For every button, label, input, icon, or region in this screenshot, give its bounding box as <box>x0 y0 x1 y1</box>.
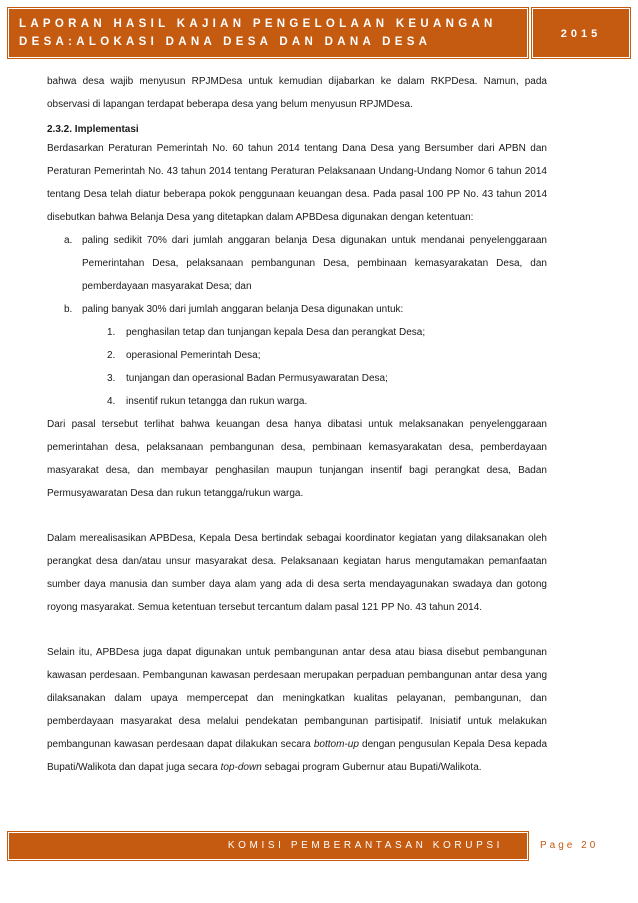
list-item-text: paling sedikit 70% dari jumlah anggaran belanja Desa digunakan untuk mendanai penyelenggaraan Pemerintahan Desa, pelaksanaan pembangunan Desa, pembinaan kemasyarakatan Desa, dan pemberdayaan masyarakat Desa; dan <box>82 235 547 292</box>
list-item <box>107 321 547 344</box>
paragraph-4 <box>47 641 547 779</box>
list-item <box>107 367 547 390</box>
footer-org-box <box>8 832 528 860</box>
header-year-box <box>532 8 630 58</box>
paragraph-4-text-1: Selain itu, APBDesa juga dapat digunakan untuk pembangunan antar desa atau biasa disebut pembangunan kawasan perdesaan. Pembangunan kawasan perdesaan merupakan perpaduan pembangunan antar desa yang dilaksanakan dalam upaya mempercepat dan meningkatkan kualitas pelayanan, pembangunan, dan pemberdayaan masyarakat desa melalui pendekatan pembangunan partisipatif. Inisiatif untuk melakukan pembangunan kawasan perdesaan dapat dilakukan secara <box>47 647 547 750</box>
list-item <box>64 229 547 298</box>
paragraph-4-text-3: sebagai program Gubernur atau Bupati/Walikota. <box>261 762 482 773</box>
paragraph-4-text-2: dengan pengusulan Kepala Desa kepada Bupati/Walikota dan dapat juga secara <box>47 739 548 773</box>
header-title-line-2: DESA:ALOKASI DANA DESA DAN DANA DESA <box>19 36 432 48</box>
list-marker: b. <box>64 304 73 315</box>
paragraph-spacer <box>47 505 547 527</box>
list-item <box>107 344 547 367</box>
list-marker: 1. <box>107 327 116 338</box>
sub-list <box>82 321 547 413</box>
list-marker: a. <box>64 235 73 246</box>
document-body <box>47 70 547 779</box>
intro-paragraph: bahwa desa wajib menyusun RPJMDesa untuk kemudian dijabarkan ke dalam RKPDesa. Namun, pada observasi di lapangan terdapat beberapa desa yang belum menyusun RPJMDesa. <box>47 76 547 110</box>
page-header <box>0 0 638 64</box>
header-title-line-1: LAPORAN HASIL KAJIAN PENGELOLAAN KEUANGAN <box>19 18 497 30</box>
page-footer <box>0 832 638 862</box>
list-item <box>64 298 547 321</box>
footer-organization: KOMISI PEMBERANTASAN KORUPSI <box>227 840 503 851</box>
list-item-text: penghasilan tetap dan tunjangan kepala Desa dan perangkat Desa; <box>126 327 426 338</box>
header-year: 2015 <box>560 28 602 40</box>
list-item-text: operasional Pemerintah Desa; <box>126 350 261 361</box>
paragraph-spacer <box>47 619 547 641</box>
top-down-term: top-down <box>220 762 262 773</box>
section-heading: 2.3.2. Implementasi <box>47 124 139 135</box>
list-marker: 2. <box>107 350 116 361</box>
list-item-text: paling banyak 30% dari jumlah anggaran belanja Desa digunakan untuk: <box>82 304 404 315</box>
list-marker: 3. <box>107 373 116 384</box>
allocation-list <box>47 229 547 413</box>
list-marker: 4. <box>107 396 116 407</box>
paragraph-3: Dalam merealisasikan APBDesa, Kepala Desa bertindak sebagai koordinator kegiatan yang dilaksanakan oleh perangkat desa dan/atau unsur masyarakat desa. Pelaksanaan kegiatan harus mengutamakan pemanfaatan sumber daya manusia dan sumber daya alam yang ada di desa serta mendayagunakan swadaya dan gotong royong masyarakat. Semua ketentuan tersebut tercantum dalam pasal 121 PP No. 43 tahun 2014. <box>47 533 547 613</box>
list-item <box>107 390 547 413</box>
paragraph-2: Dari pasal tersebut terlihat bahwa keuangan desa hanya dibatasi untuk melaksanakan penyelenggaraan pemerintahan desa, pelaksanaan pembangunan desa, pembinaan kemasyarakatan desa, pemberdayaan masyarakat desa, dan membayar penghasilan maupun tunjangan insentif bagi perangkat desa, Badan Permusyawaratan Desa dan rukun tetangga/rukun warga. <box>47 419 547 499</box>
list-item-text: tunjangan dan operasional Badan Permusyawaratan Desa; <box>126 373 388 384</box>
header-title-box <box>8 8 528 58</box>
bottom-up-term: bottom-up <box>313 739 359 750</box>
section-paragraph: Berdasarkan Peraturan Pemerintah No. 60 tahun 2014 tentang Dana Desa yang Bersumber dari APBN dan Peraturan Pemerintah No. 43 tahun 2014 tentang Peraturan Pelaksanaan Undang-Undang Nomor 6 tahun 2014 tentang Desa telah diatur beberapa pokok penggunaan keuangan desa. Pada pasal 100 PP No. 43 tahun 2014 disebutkan bahwa Belanja Desa yang ditetapkan dalam APBDesa digunakan dengan ketentuan: <box>47 143 547 223</box>
list-item-text: insentif rukun tetangga dan rukun warga. <box>126 396 308 407</box>
page-number: Page 20 <box>540 840 599 851</box>
